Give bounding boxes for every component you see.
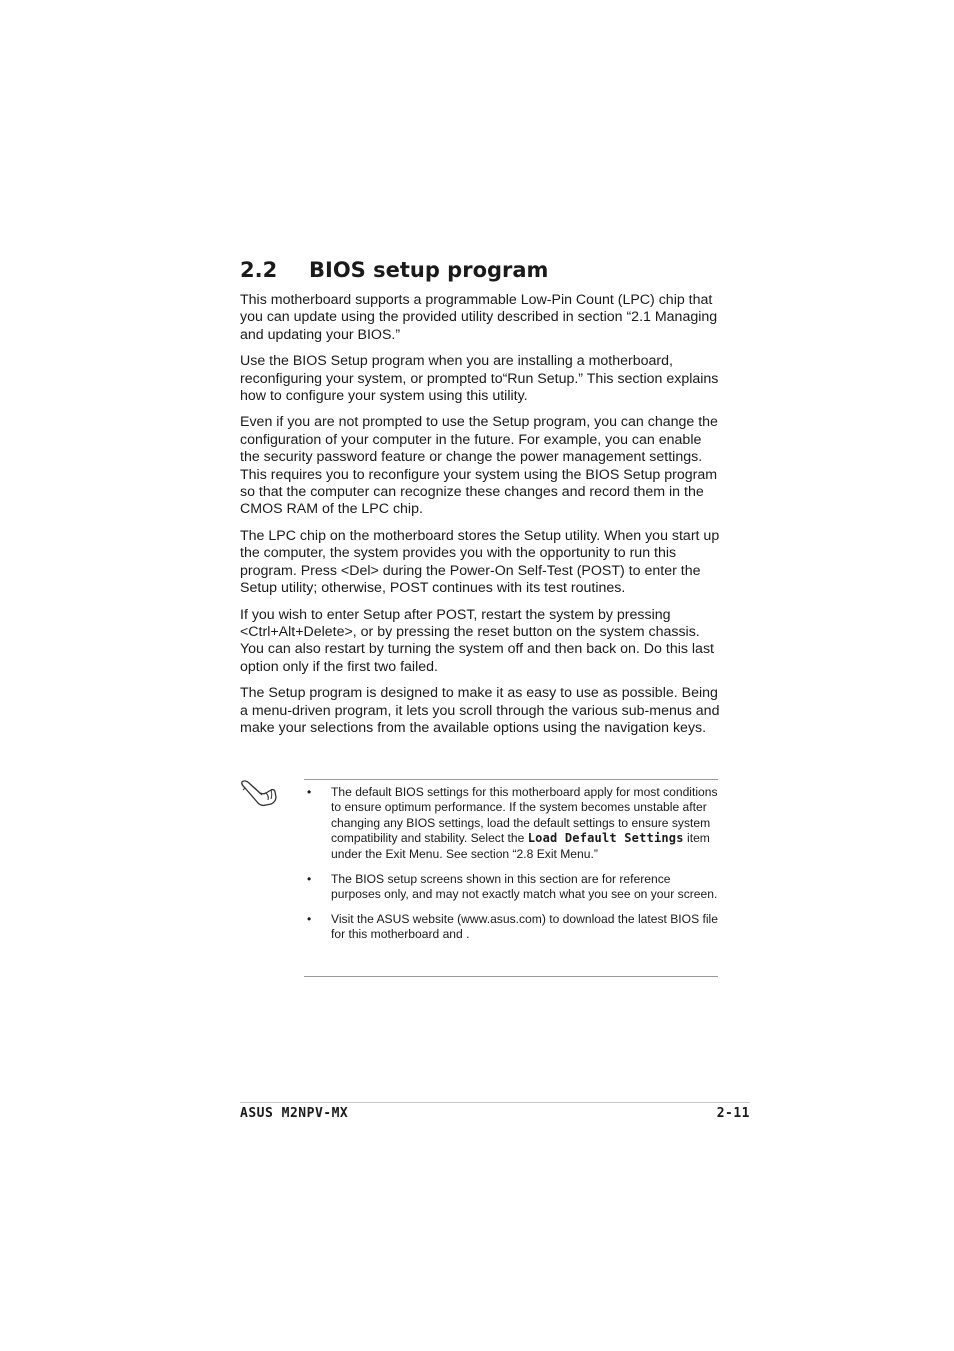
- section-heading: [240, 256, 720, 286]
- footer-product-name: ASUS M2NPV-MX: [240, 1106, 349, 1121]
- paragraph: If you wish to enter Setup after POST, restart the system by pressing <Ctrl+Alt+Delete>, or by pressing the reset button on the system chassis. You can also restart by turning the system off and then back on. Do this last option only if the first two failed.: [240, 606, 714, 675]
- paragraph: Use the BIOS Setup program when you are installing a motherboard, reconfiguring your system, or prompted to“Run Setup.” This section explains how to configure your system using this utility.: [240, 353, 719, 405]
- footer-page-number: 2-11: [716, 1106, 750, 1121]
- load-default-settings-emphasis: Load Default Settings: [527, 831, 684, 846]
- note-list: [304, 785, 718, 952]
- section-title: BIOS setup program: [309, 258, 549, 282]
- note-text: The default BIOS settings for this motherboard apply for most conditions to ensure optimum performance. If the system becomes unstable after changing any BIOS settings, load the default settings to ensure system compatibility and stability. Select the: [331, 785, 718, 846]
- note-item: • Visit the ASUS website (www.asus.com) to download the latest BIOS file for this motherboard and .: [304, 912, 718, 943]
- body-text: [240, 292, 722, 746]
- note-item: • The BIOS setup screens shown in this section are for reference purposes only, and may not exactly match what you see on your screen.: [304, 872, 718, 903]
- note-text: item under the Exit Menu. See section “2.8 Exit Menu.”: [331, 831, 710, 861]
- section-number: 2.2: [240, 258, 278, 282]
- paragraph: The LPC chip on the motherboard stores the Setup utility. When you start up the computer, the system provides you with the opportunity to run this program. Press <Del> during the Power-On Self-Test (POST) to enter the Setup utility; otherwise, POST continues with its test routines.: [240, 527, 720, 597]
- note-item: [304, 785, 718, 862]
- hand-note-icon: [240, 776, 280, 808]
- note-box: [304, 779, 718, 977]
- paragraph: Even if you are not prompted to use the Setup program, you can change the configuration of your computer in the future. For example, you can enable the security password feature or change the power management settings. This requires you to reconfigure your system using the BIOS Setup program so that the computer can recognize these changes and record them in the CMOS RAM of the LPC chip.: [240, 414, 718, 518]
- footer-divider: [240, 1102, 750, 1103]
- paragraph: This motherboard supports a programmable Low-Pin Count (LPC) chip that you can update using the provided utility described in section “2.1 Managing and updating your BIOS.”: [240, 292, 718, 343]
- paragraph: The Setup program is designed to make it as easy to use as possible. Being a menu-driven program, it lets you scroll through the various sub-menus and make your selections from the available options using the navigation keys.: [240, 685, 720, 736]
